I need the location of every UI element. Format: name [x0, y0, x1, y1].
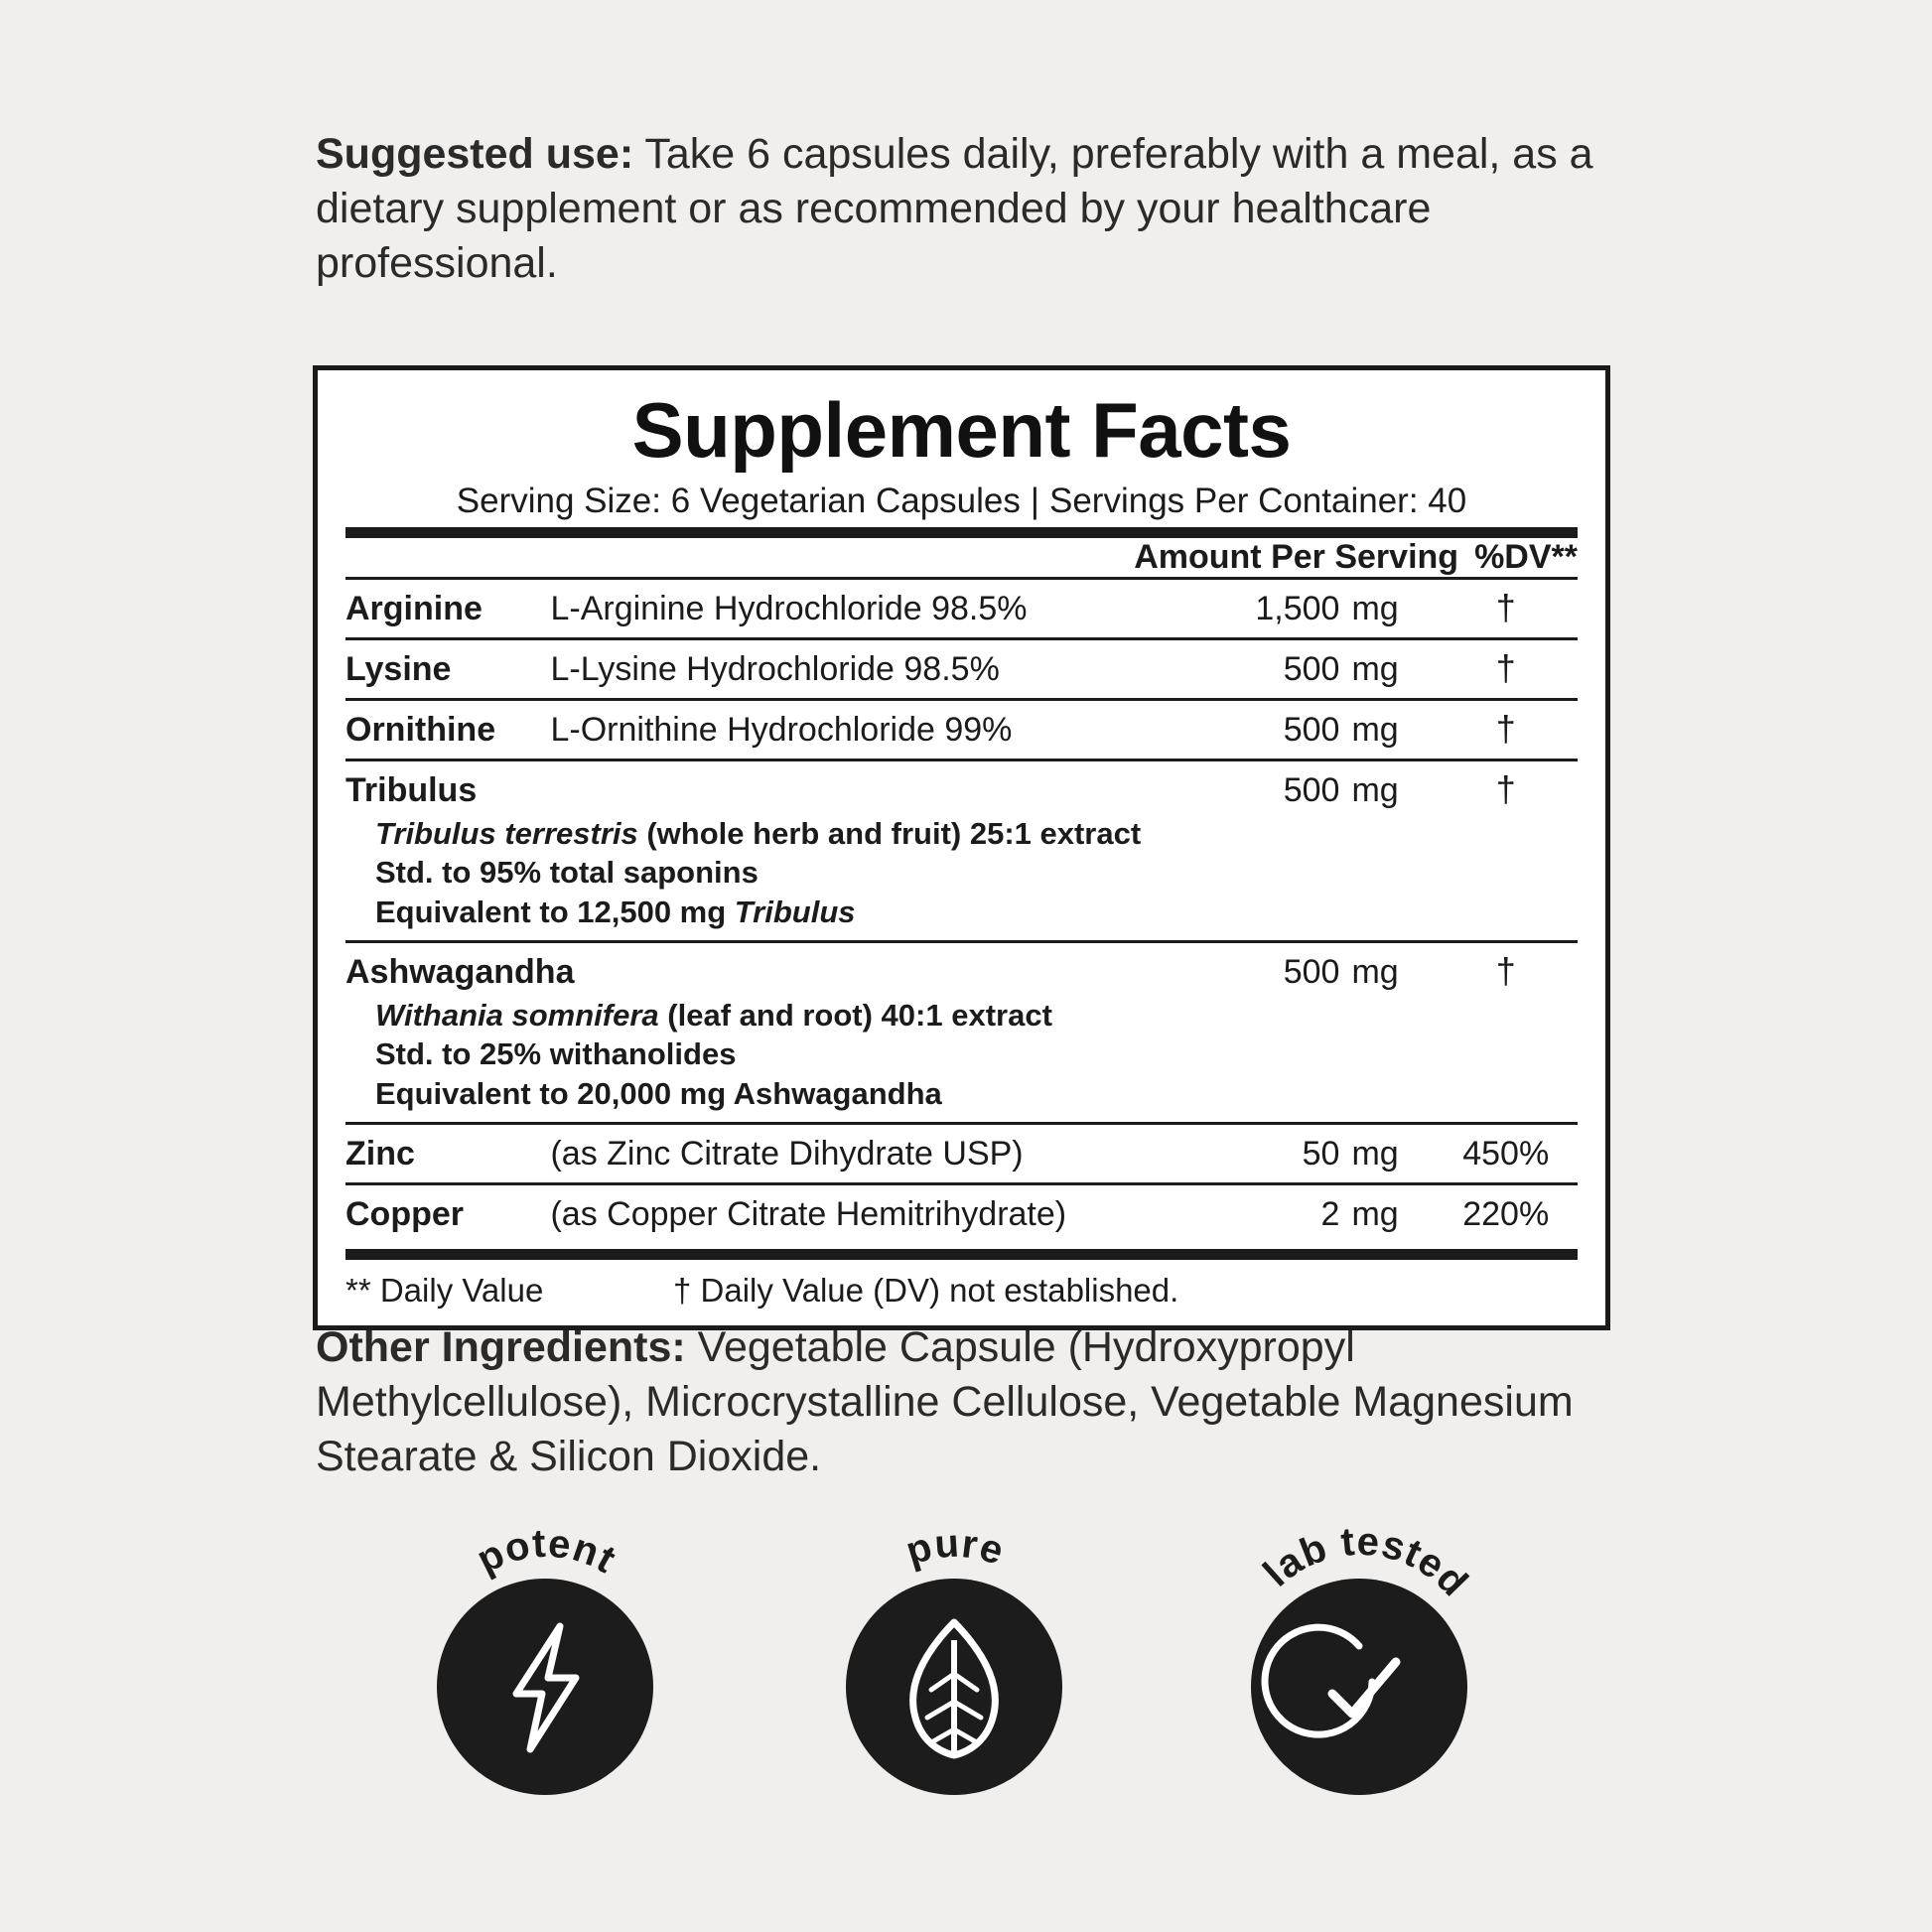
row-sub-line-2: Std. to 25% withanolides — [375, 1036, 737, 1072]
row-amount: 500 — [1186, 699, 1340, 759]
row-unit: mg — [1339, 699, 1434, 759]
row-unit: mg — [1339, 638, 1434, 699]
suggested-use-label: Suggested use: — [316, 130, 634, 178]
suggested-use-text: Take 6 capsules daily, preferably with a meal, as a dietary supplement or as recommended by your healthcare professional. — [316, 130, 1593, 288]
row-dv: † — [1434, 699, 1578, 759]
supplement-facts-panel — [313, 365, 1610, 1330]
row-name: Tribulus — [345, 770, 478, 809]
row-sub-lines — [345, 814, 1186, 931]
header-amount-per-serving: Amount Per Serving — [1134, 537, 1459, 576]
table-row — [345, 638, 1578, 699]
row-dv: † — [1434, 638, 1578, 699]
row-amount: 1,500 — [1255, 589, 1340, 627]
panel-rule-thick-bottom — [345, 1249, 1578, 1260]
row-amount: 500 — [1186, 759, 1340, 941]
lightning-bolt-icon — [437, 1579, 653, 1795]
row-sub-line-3-pre: Equivalent to 20,000 mg Ashwagandha — [375, 1075, 942, 1111]
row-sub-botanical-name: Tribulus terrestris — [375, 815, 638, 851]
row-dv: 450% — [1434, 1124, 1578, 1184]
badge-pure-label: pure — [900, 1521, 1010, 1575]
row-name: Ashwagandha — [345, 952, 575, 991]
other-ingredients-paragraph — [316, 1320, 1596, 1484]
row-sub-line-1 — [375, 814, 1186, 853]
row-sub-line-3-pre: Equivalent to 12,500 mg — [375, 894, 735, 929]
row-name: Zinc — [345, 1124, 550, 1184]
table-row — [345, 941, 1578, 1123]
check-circle-icon — [1251, 1579, 1467, 1795]
row-dv: † — [1434, 759, 1578, 941]
row-amount: 50 — [1186, 1124, 1340, 1184]
row-unit: mg — [1339, 1124, 1434, 1184]
row-desc: (as Zinc Citrate Dihydrate USP) — [550, 1124, 1185, 1184]
panel-rule-thick-top — [345, 527, 1578, 538]
table-row — [345, 1124, 1578, 1184]
row-unit: mg — [1339, 759, 1434, 941]
row-dv: 220% — [1434, 1184, 1578, 1244]
row-unit: mg — [1339, 941, 1434, 1123]
footnote-dv-not-established: † Daily Value (DV) not established. — [673, 1272, 1179, 1310]
row-unit: mg — [1339, 1184, 1434, 1244]
row-sub-line-3 — [375, 893, 1186, 931]
row-name-block — [345, 759, 1186, 941]
row-dv: † — [1495, 586, 1516, 627]
badge-potent — [397, 1519, 695, 1817]
servings-per-container: Servings Per Container: 40 — [1048, 481, 1467, 520]
panel-footnotes — [345, 1260, 1578, 1311]
table-row — [345, 1184, 1578, 1244]
row-name: Ornithine — [345, 699, 550, 759]
row-name: Copper — [345, 1184, 550, 1244]
badge-potent-label: potent — [470, 1521, 623, 1583]
row-amount: 500 — [1186, 638, 1340, 699]
header-blank-name — [345, 538, 538, 577]
footnote-daily-value: ** Daily Value — [345, 1272, 544, 1310]
header-blank-desc — [538, 538, 1135, 577]
leaf-icon — [846, 1579, 1062, 1795]
row-sub-line-1-rest: (leaf and root) 40:1 extract — [658, 997, 1052, 1033]
row-name-block — [345, 941, 1186, 1123]
row-sub-line-1 — [375, 996, 1186, 1035]
supplement-facts-table — [345, 538, 1578, 577]
other-ingredients-label: Other Ingredients: — [316, 1323, 686, 1371]
table-header-row — [345, 538, 1578, 577]
serving-separator: | — [1030, 481, 1039, 520]
serving-size: Serving Size: 6 Vegetarian Capsules — [456, 481, 1021, 520]
other-ingredients-text: Vegetable Capsule (Hydroxypropyl Methylcellulose), Microcrystalline Cellulose, Vegetable Magnesium Stearate & Silicon Dioxide. — [316, 1323, 1574, 1481]
row-name: Lysine — [345, 638, 550, 699]
header-percent-dv: %DV** — [1474, 537, 1578, 576]
badge-pure — [806, 1519, 1104, 1817]
badge-row — [397, 1519, 1539, 1847]
row-sub-botanical-name: Withania somnifera — [375, 997, 659, 1033]
badge-lab-tested — [1211, 1519, 1509, 1817]
row-desc: (as Copper Citrate Hemitrihydrate) — [550, 1184, 1185, 1244]
row-sub-line-3 — [375, 1074, 1186, 1113]
table-row — [345, 580, 1578, 639]
row-sub-line-2: Std. to 95% total saponins — [375, 855, 759, 891]
row-sub-line-3-italic: Tribulus — [734, 894, 856, 929]
row-amount: 500 — [1186, 941, 1340, 1123]
row-desc: L-Ornithine Hydrochloride 99% — [550, 699, 1185, 759]
row-desc: L-Arginine Hydrochloride 98.5% — [550, 589, 1028, 627]
serving-info — [345, 482, 1578, 521]
row-name: Arginine — [345, 589, 483, 627]
table-row — [345, 759, 1578, 941]
row-sub-lines — [345, 996, 1186, 1113]
supplement-facts-rows — [345, 580, 1578, 1243]
row-amount: 2 — [1186, 1184, 1340, 1244]
table-row — [345, 699, 1578, 759]
row-dv: † — [1434, 941, 1578, 1123]
suggested-use-paragraph — [316, 127, 1646, 291]
row-unit: mg — [1351, 589, 1399, 627]
badge-lab-tested-label: lab tested — [1255, 1519, 1477, 1605]
row-sub-line-1-rest: (whole herb and fruit) 25:1 extract — [637, 815, 1142, 851]
supplement-facts-title: Supplement Facts — [631, 386, 1292, 474]
row-desc: L-Lysine Hydrochloride 98.5% — [550, 638, 1185, 699]
